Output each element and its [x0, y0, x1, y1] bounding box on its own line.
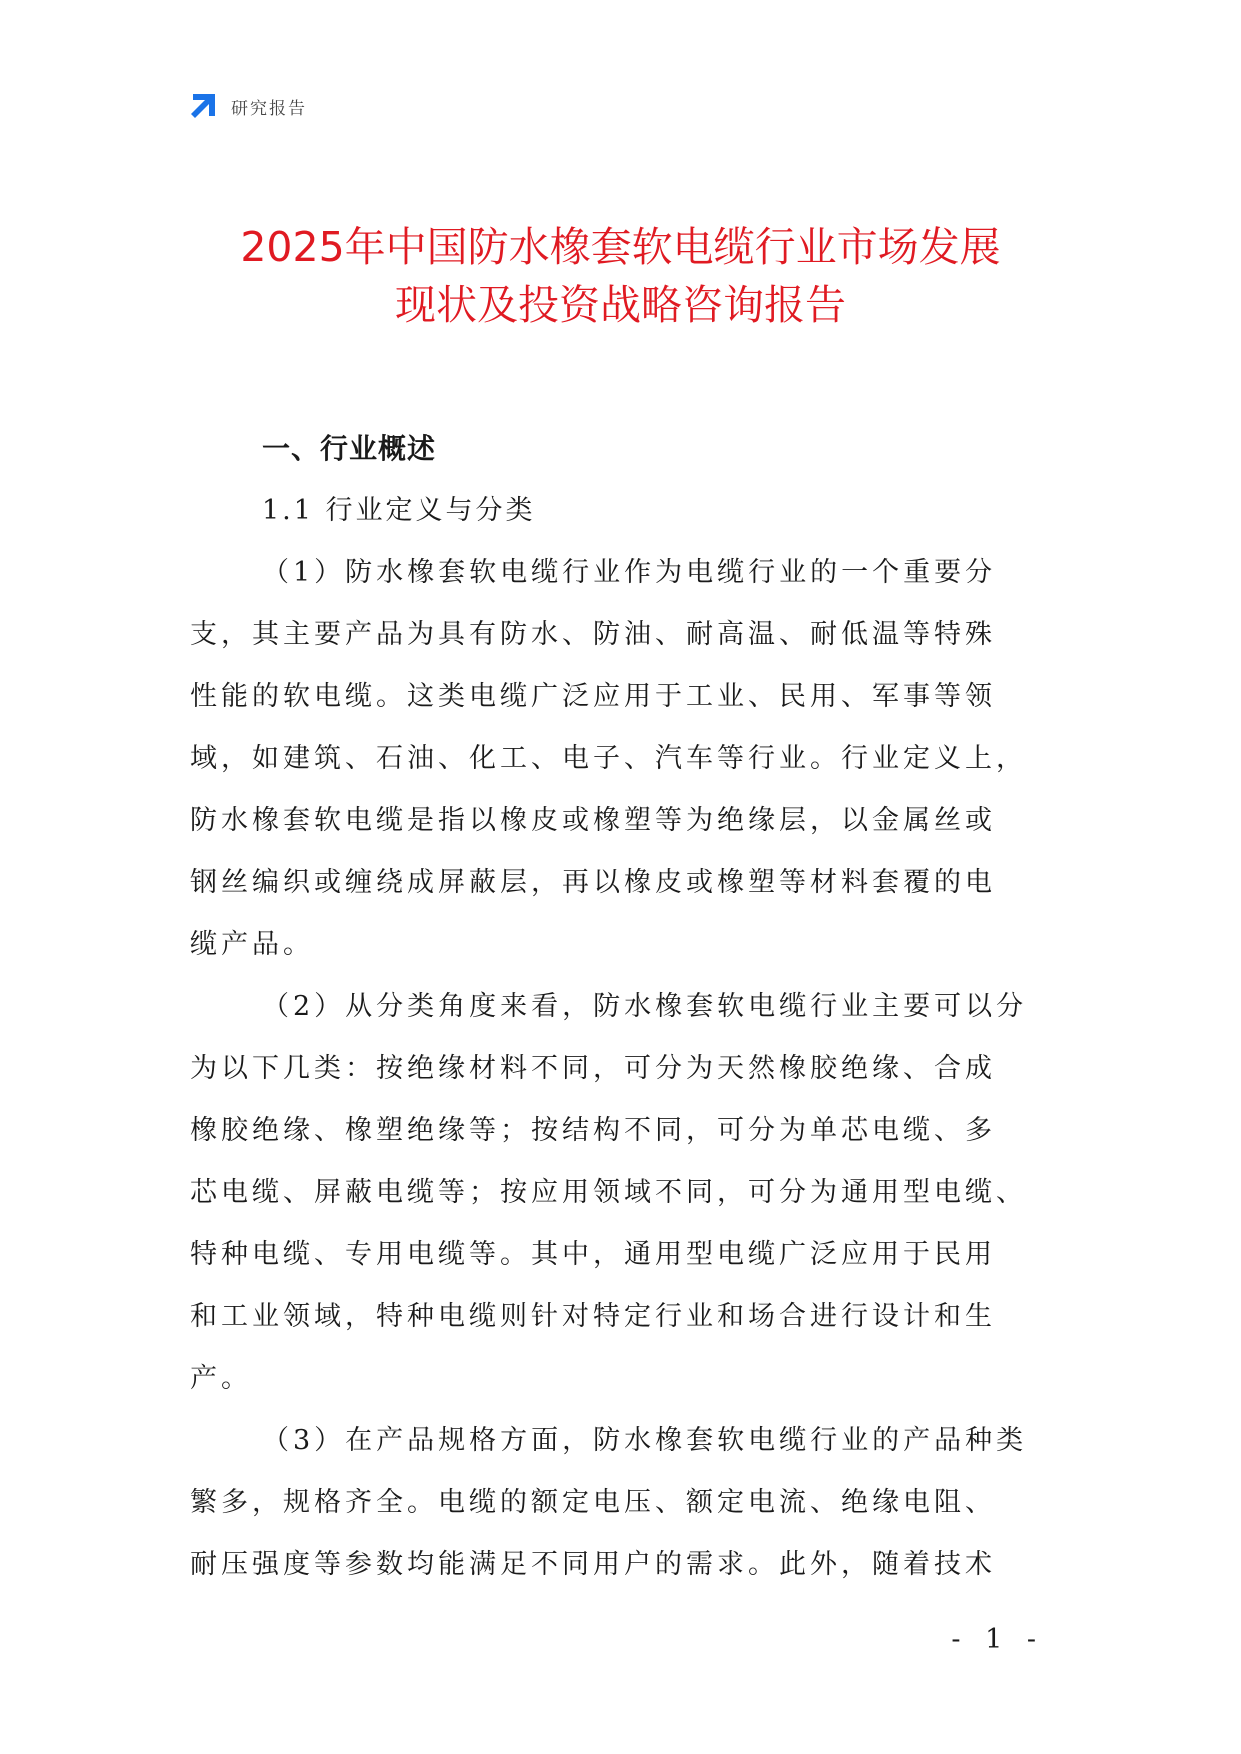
- paragraph-line: 繁多，规格齐全。电缆的额定电压、额定电流、绝缘电阻、: [190, 1487, 996, 1518]
- page-number: - 1 -: [951, 1624, 1044, 1655]
- paragraph-1: [190, 542, 1046, 976]
- report-title: [150, 218, 1091, 334]
- paragraph-line: 防水橡套软电缆是指以橡皮或橡塑等为绝缘层，以金属丝或: [190, 805, 996, 836]
- paragraph-line: 域，如建筑、石油、化工、电子、汽车等行业。行业定义上，: [190, 743, 1027, 774]
- subsection-heading: 1.1 行业定义与分类: [262, 495, 536, 526]
- header-label: 研究报告: [231, 98, 307, 119]
- paragraph-line: 缆产品。: [190, 929, 314, 960]
- paragraph-line: 特种电缆、专用电缆等。其中，通用型电缆广泛应用于民用: [190, 1239, 996, 1270]
- paragraph-3: [190, 1410, 1046, 1596]
- paragraph-line: 性能的软电缆。这类电缆广泛应用于工业、民用、军事等领: [190, 681, 996, 712]
- paragraph-line: （1）防水橡套软电缆行业作为电缆行业的一个重要分: [262, 557, 997, 588]
- title-line-1: 2025年中国防水橡套软电缆行业市场发展: [240, 223, 1001, 271]
- paragraph-line: 为以下几类：按绝缘材料不同，可分为天然橡胶绝缘、合成: [190, 1053, 996, 1084]
- paragraph-line: 芯电缆、屏蔽电缆等；按应用领域不同，可分为通用型电缆、: [190, 1177, 1027, 1208]
- paragraph-line: （3）在产品规格方面，防水橡套软电缆行业的产品种类: [262, 1425, 1028, 1456]
- document-body: [190, 418, 1046, 1596]
- document-header: [187, 88, 307, 124]
- paragraph-line: 橡胶绝缘、橡塑绝缘等；按结构不同，可分为单芯电缆、多: [190, 1115, 996, 1146]
- paragraph-line: 耐压强度等参数均能满足不同用户的需求。此外，随着技术: [190, 1549, 996, 1580]
- paragraph-line: 产。: [190, 1363, 252, 1394]
- arrow-logo-icon: [187, 90, 219, 122]
- paragraph-line: （2）从分类角度来看，防水橡套软电缆行业主要可以分: [262, 991, 1028, 1022]
- paragraph-2: [190, 976, 1046, 1410]
- section-heading: 一、行业概述: [262, 432, 437, 465]
- paragraph-line: 钢丝编织或缠绕成屏蔽层，再以橡皮或橡塑等材料套覆的电: [190, 867, 996, 898]
- paragraph-line: 和工业领域，特种电缆则针对特定行业和场合进行设计和生: [190, 1301, 996, 1332]
- title-line-2: 现状及投资战略咨询报告: [395, 281, 846, 329]
- paragraph-line: 支，其主要产品为具有防水、防油、耐高温、耐低温等特殊: [190, 619, 996, 650]
